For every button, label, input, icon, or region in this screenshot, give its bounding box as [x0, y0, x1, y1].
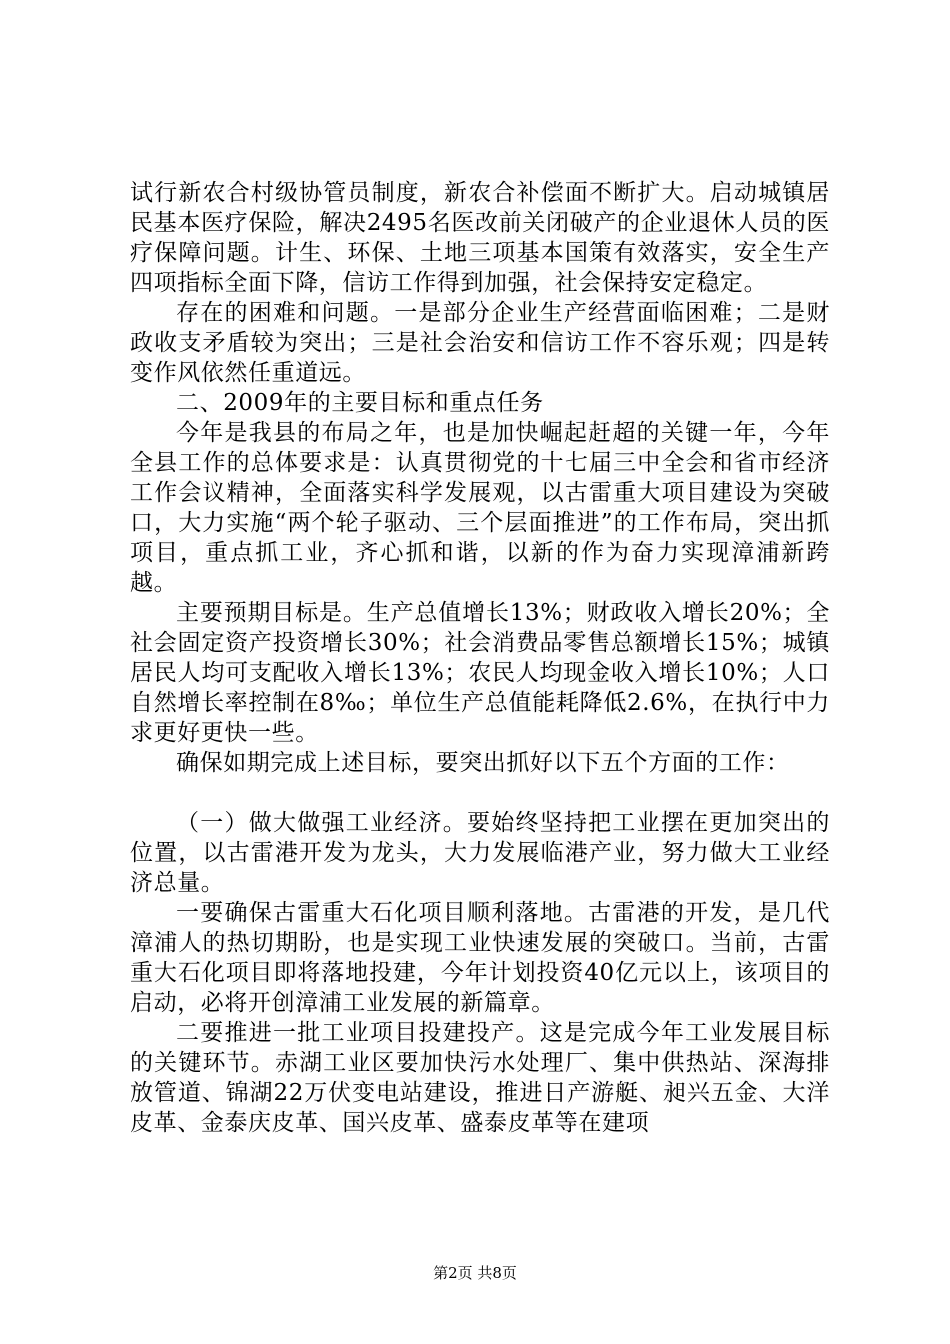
paragraph-7: 一要确保古雷重大石化项目顺利落地。古雷港的开发，是几代漳浦人的热切期盼，也是实现工业快速发展的突破口。当前，古雷重大石化项目即将落地投建，今年计划投资40亿元以上，该项目的启动，必将开创漳浦工业发展的新篇章。	[130, 900, 830, 1016]
paragraph-4: 主要预期目标是。生产总值增长13%；财政收入增长20%；全社会固定资产投资增长30%；社会消费品零售总额增长15%；城镇居民人均可支配收入增长13%；农民人均现金收入增长10%；人口自然增长率控制在8‰；单位生产总值能耗降低2.6%，在执行中力求更好更快一些。	[130, 600, 830, 746]
paragraph-1: 试行新农合村级协管员制度，新农合补偿面不断扩大。启动城镇居民基本医疗保险，解决2495名医改前关闭破产的企业退休人员的医疗保障问题。计生、环保、土地三项基本国策有效落实，安全生产四项指标全面下降，信访工作得到加强，社会保持安定稳定。	[130, 180, 830, 296]
paragraph-2: 存在的困难和问题。一是部分企业生产经营面临困难；二是财政收支矛盾较为突出；三是社会治安和信访工作不容乐观；四是转变作风依然任重道远。	[130, 300, 830, 386]
blank-line	[130, 778, 830, 808]
document-body	[130, 178, 830, 1138]
section-heading: 二、2009年的主要目标和重点任务	[176, 390, 544, 416]
paragraph-3: 今年是我县的布局之年，也是加快崛起赶超的关键一年，今年全县工作的总体要求是：认真贯彻党的十七届三中全会和省市经济工作会议精神，全面落实科学发展观，以古雷重大项目建设为突破口，大力实施“两个轮子驱动、三个层面推进”的工作布局，突出抓项目，重点抓工业，齐心抓和谐，以新的作为奋力实现漳浦新跨越。	[130, 420, 830, 596]
paragraph-6: （一）做大做强工业经济。要始终坚持把工业摆在更加突出的位置，以古雷港开发为龙头，大力发展临港产业，努力做大工业经济总量。	[130, 810, 830, 896]
page-footer: 第2页 共8页	[433, 1264, 517, 1282]
paragraph-5: 确保如期完成上述目标，要突出抓好以下五个方面的工作：	[176, 750, 790, 776]
paragraph-8: 二要推进一批工业项目投建投产。这是完成今年工业发展目标的关键环节。赤湖工业区要加快污水处理厂、集中供热站、深海排放管道、锦湖22万伏变电站建设，推进日产游艇、昶兴五金、大洋皮革、金泰庆皮革、国兴皮革、盛泰皮革等在建项	[130, 1020, 830, 1136]
